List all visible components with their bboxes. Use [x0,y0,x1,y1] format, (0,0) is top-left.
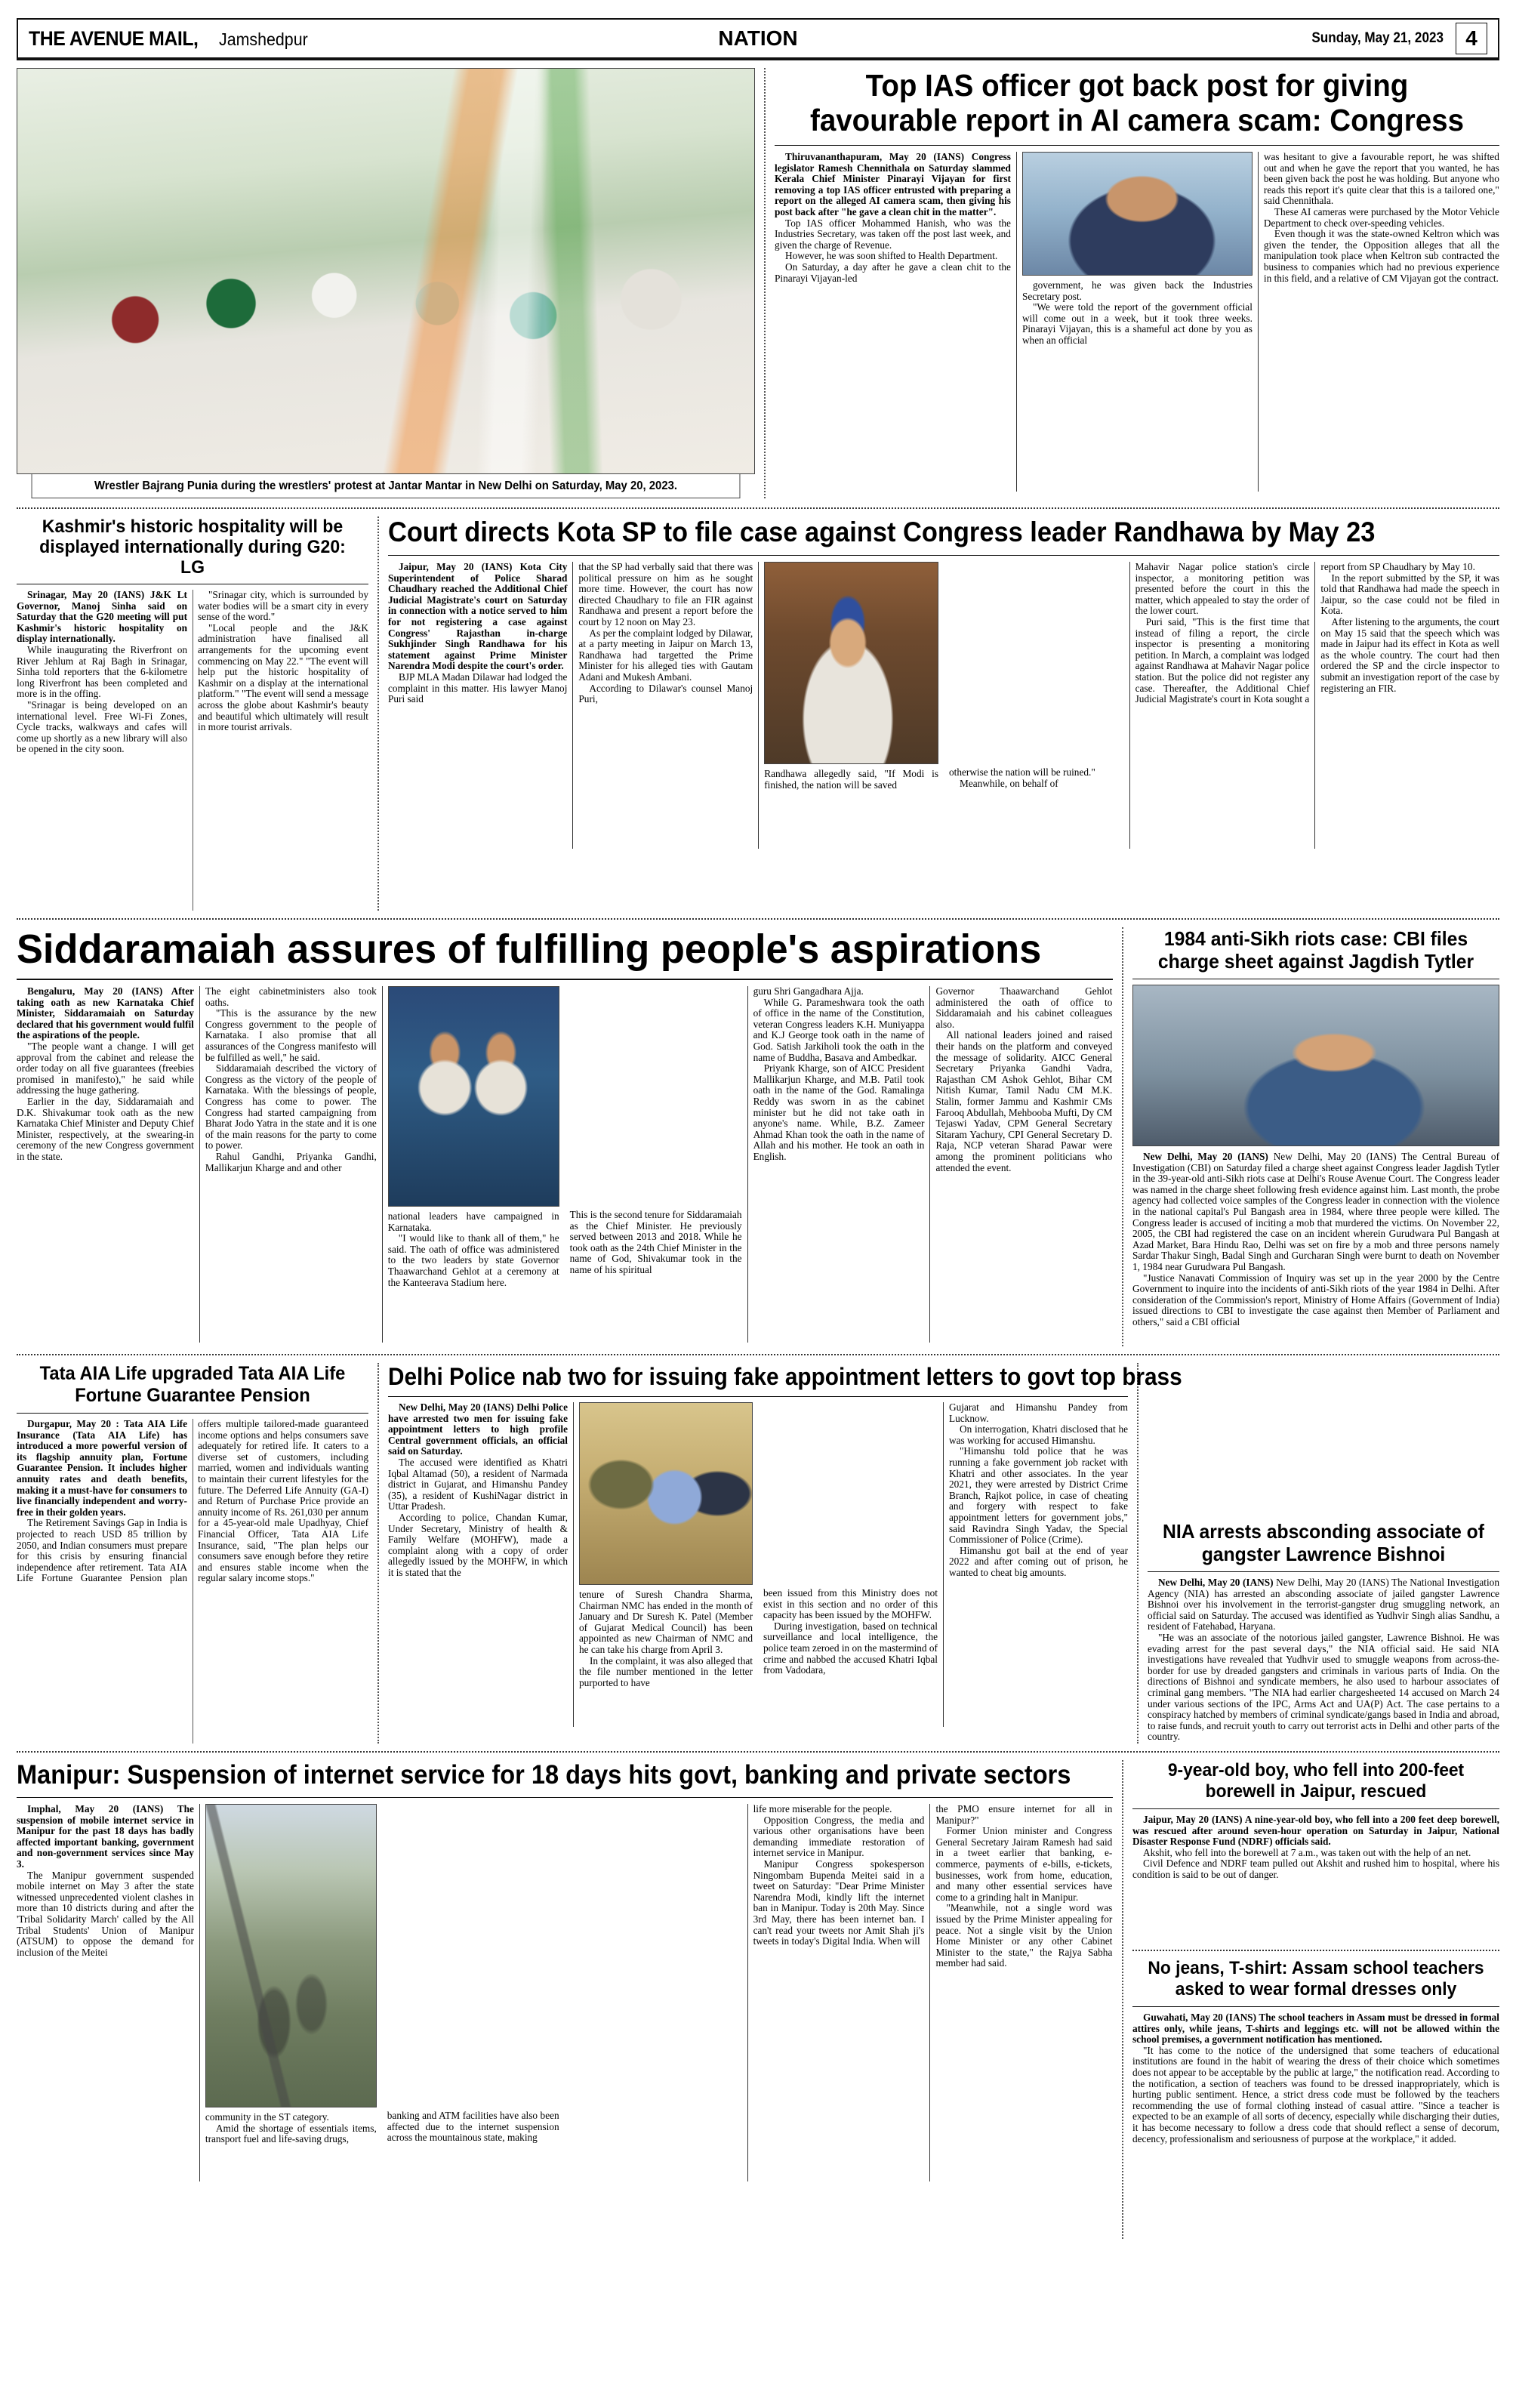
paragraph: During investigation, based on technical surveillance and local intelligence, the police team zeroed in on the mastermind of crime and nabbed the accused Khatri Iqbal from Vadodara, [763,1620,938,1676]
article-kashmir-body [17,590,368,911]
paragraph: Governor Thaawarchand Gehlot administered the oath of office to Siddaramaiah and his cabinet colleagues also. [935,985,1113,1030]
column-divider [1122,1760,1123,2239]
dateline: Imphal, May 20 (IANS) The suspension of mobile internet service in Manipur for the past 18 days has badly affected important banking, government and non-government services since May 3. [17,1803,194,1870]
paragraph: the PMO ensure internet for all in Manipur?" [935,1803,1113,1826]
paragraph: In the report submitted by the SP, it was told that Randhawa had made the speech in Jaipur, so the case could not be filed in Kota. [1320,572,1499,617]
fourth-block [17,1363,1499,1744]
article-manipur-col5 [935,1804,1112,1969]
paragraph: Gujarat and Himanshu Pandey from Lucknow. [949,1401,1128,1424]
newspaper-city: Jamshedpur [219,29,308,49]
paragraph: Former Union minister and Congress General Secretary Jairam Ramesh had said in a tweet earlier that banking, e-commerce, payments of e-bills, e-tickets, businesses, work from home, education, and many other essential services have come to a grinding halt in Manipur. [935,1825,1113,1903]
paragraph: banking and ATM facilities have also been affected due to the internet suspension across the mountainous state, making [387,2110,559,2144]
paragraph: "Meanwhile, not a single word was issued by the Prime Minister appealing for peace. Not a single visit by the Union Home Minister or any other Cabinet Minister to the state," the Rajya Sabha member had said. [935,1902,1113,1969]
paragraph: life more miserable for the people. [753,1803,892,1814]
paragraph: Civil Defence and NDRF team pulled out Akshit and rushed him to hospital, where his condition is said to be out of danger. [1132,1858,1499,1880]
article-tata [17,1363,368,1744]
article-ias-photo [1022,152,1253,276]
article-assam [1132,1958,1499,2239]
paragraph: report from SP Chaudhary by May 10. [1320,561,1475,572]
newspaper-title: THE AVENUE MAIL, [29,26,199,50]
article-kashmir-headline: Kashmir's historic hospitality will be displayed internationally during G20: LG [39,516,346,578]
paragraph: All national leaders joined and raised their hands on the platform and conveyed the message of solidarity. AICC General Secretary Priyanka Gandhi Vadra, Rajasthan CM Ashok Gehlot, Bihar CM Nitish Kumar, Tamil Nadu CM M.K. Stalin, former Jammu and Kashmir CMs Farooq Abdullah, Mehbooba Mufti, Dy CM Tejaswi Yadav, CPM General Secretary Sitaram Yachury, CPI General Secretary D. Raja, NCP veteran Sharad Pawar were among the prominent politicians who attended the event. [935,1029,1113,1173]
article-kota-headline: Court directs Kota SP to file case against Congress leader Randhawa by May 23 [388,516,1376,547]
paragraph: Amid the shortage of essentials items, transport fuel and life-saving drugs, [205,2122,377,2145]
paragraph: "The people want a change. I will get approval from the cabinet and release the order today on all five guarantees (freebies promised in manifesto)," he said while addressing the huge gathering. [17,1040,194,1096]
paragraph: According to police, Chandan Kumar, Under Secretary, Ministry of health & Family Welfare (MOHFW), made a complaint along with a copy of order allegedly issued by the MOHFW, in which it is stated that the [388,1511,568,1578]
paragraph: government, he was given back the Industries Secretary post. [1021,279,1253,302]
paragraph: As per the complaint lodged by Dilawar, at a party meeting in Jaipur on March 13, Randhawa had targetted the Prime Minister for his alleged ties with Gautam Adani and Mukesh Ambani. [578,627,753,683]
paragraph: tenure of Suresh Chandra Sharma, Chairman NMC has ended in the month of January and Dr Suresh K. Patel (Member of Gujarat Medical Council) has been appointed as new Chairman of NMC and he can take his charge from April 3. [579,1589,753,1655]
dateline: Srinagar, May 20 (IANS) J&K Lt Governor, Manoj Sinha said on Saturday that the G20 meeting will put Kashmir's historic hospitality on display internationally. [17,589,187,645]
article-nia-body: New Delhi, May 20 (IANS) New Delhi, May 20 (IANS) The National Investigation Agency (NIA) has arrested an absconding associate of jailed gangster Lawrence Bishnoi over his involvement in the terrorist-gangster drug smuggling network, an official said on Saturday. The accused was identified as Yudhvir Singh alias Sandhu, a resident of Fatehabad, Haryana. "He was an associate of the notorious jailed gangster, Lawrence Bishnoi. He was evading arrest for the past several days," the NIA official said. He said NIA investigations have revealed that Yudhvir used to smuggle weapons from across-the-border for use by dreaded gangsters and criminals in various parts of India. On the directions of Bishnoi and syndicate members, he also used to harbour associates of criminal gang members. "The NIA had earlier chargesheeted 14 accused on March 24 under various sections of the IPC, Arms Act and UA(P) Act. The case pertains to a conspiracy hatched by members of criminal syndicate/gangs based in India and abroad, to raise funds, and recruit youth to carry out terrorist acts in Delhi and other parts of the country. [1148,1577,1499,1743]
paragraph: "Himanshu told police that he was running a fake government job racket with Khatri and other associates. In the year 2021, they were arrested by District Crime Branch, Rajkot police, in case of cheating and forgery with respect to fake appointment letters for government jobs," said Ravindra Singh Yadav, the Special Commissioner of Police (Crime). [949,1445,1128,1546]
lead-photo [17,68,755,474]
article-kota-col3b [949,767,1124,789]
article-delhi-photo [579,1402,753,1585]
paragraph: "We were told the report of the government official will come out in a week, but it took three weeks. Pinarayi Vijayan, this is a shameful act done by you as when an official [1021,301,1253,346]
article-manipur-col1 [17,1804,194,1958]
article-borewell-body [1132,1814,1499,1943]
article-kashmir [17,516,368,911]
article-delhi-col3 [763,1588,938,1676]
paragraph: been issued from this Ministry does not exist in this section and no order of this capacity has been issued by the MOHFW. [763,1587,938,1621]
article-siddaramaiah-headline: Siddaramaiah assures of fulfilling people's aspirations [17,927,1042,972]
article-manipur [17,1760,1113,2239]
paragraph: "I would like to thank all of them," he said. The oath of office was administered to the two leaders by state Governor Thaawarchand Gehlot at a ceremony at the Kanteerava Stadium here. [387,1232,559,1288]
article-tata-body [17,1419,368,1744]
second-block [17,516,1499,911]
article-kota-photo [764,562,938,764]
paragraph: Mahavir Nagar police station's circle inspector, a monitoring petition was presented before the court in this the matter, which appealed to stay the order of the lower court. [1135,561,1310,617]
article-ias-col2 [1022,280,1253,347]
paragraph: Himanshu got bail at the end of year 2022 and after coming out of prison, he wanted to cheat big amounts. [949,1544,1128,1578]
paragraph: "Local people and the J&K administration have finalised all arrangements for the upcoming event commencing on May 22." "The event will help put the historic hospitality of Kashmir on a display at the international platform." "The event will send a message across the globe about Kashmir's beauty and beautiful which ultimately will result in more tourist arrivals. [198,621,368,733]
dateline: Guwahati, May 20 (IANS) The school teachers in Assam must be dressed in formal attires only, while jeans, T-shirts and leggings etc. will not be allowed within the school premises, a government notification has mentioned. [1132,2012,1499,2046]
paragraph: Akshit, who fell into the borewell at 7 a.m., was taken out with the help of an net. [1143,1846,1471,1858]
article-siddaramaiah-columns [17,986,1113,1343]
paragraph: Puri said, "This is the first time that instead of filing a report, the circle inspector is presenting a monitoring petition. In March, a complaint was lodged against Randhawa at Mahavir Nagar police station. But the police did not register any case. Thereafter, the Additional Chief Judicial Magistrate's court in Kota sought a [1135,615,1310,705]
paragraph: New Delhi, May 20 (IANS) The National Investigation Agency (NIA) has arrested an absconding associate of jailed gangster Lawrence Bishnoi over his involvement in the terrorist-gangster drug smuggling network, an official said on Saturday. The accused was identified as Yudhvir Singh alias Sandhu, a resident of Fatehabad, Haryana. [1148,1577,1499,1633]
article-tytler-body: New Delhi, May 20 (IANS) New Delhi, May 20 (IANS) The Central Bureau of Investigation (CBI) on Saturday filed a charge sheet against Congress leader Jagdish Tytler in the 39-year-old anti-Sikh riots case at Delhi's Rouse Avenue Court. The Congress leader was named in the charge sheet following fresh evidence against him. Last month, the probe agency had collected voice samples of the Congress leader in connection with the violence in the national capital's Pul Bangash area in 1984, where three people were killed. The Congress leader is accused of inciting a mob that murdered the victims. On November 22, 2005, the CBI had registered the case on an incident wherein Gurudwara Pul Bangash at Azad Market, Bara Hindu Rao, Delhi was set on fire by a mob and three persons namely Sardar Thakur Singh, Badal Singh and Gurcharan Singh were burnt to death on November 1, 1984 near Gurudwara Pul Bangash. "Justice Nanavati Commission of Inquiry was set up in the year 2000 by the Centre Government to inquire into the incidents of anti-Sikh riots of the year 1984 in Delhi. After consideration of the Commission's report, Ministry of Home Affairs (Government of India) issued directions to CBI to investigate the case against then Member of Parliament and others," said a CBI official [1132,1151,1499,1327]
paragraph: "It has come to the notice of the undersigned that some teachers of educational institutions are found in the habit of wearing the dress of their choice which sometimes does not appear to be acceptable by the public at large," the notification read. According to the notification, a section of teachers was found to be dressed inappropriately, which is hurting public sentiment. Hence, a strict dress code must be followed by the teachers recommending the use of formal clothing instead of casual attire. "Since a teacher is expected to be an example of all sorts of decency, especially while discharging their duties, it has become necessary to follow a dress code that should reflect a sense of decorum, decency, professionalism and seriousness of purpose at the workplace," it added. [1132,2044,1499,2144]
paragraph: The eight cabinetministers also took oaths. [205,985,377,1008]
article-kota [388,516,1499,911]
article-manipur-headline: Manipur: Suspension of internet service for 18 days hits govt, banking and private sectors [17,1760,1071,1790]
article-manipur-col3 [387,2110,559,2144]
article-manipur-col2 [205,2112,377,2145]
paragraph: The accused were identified as Khatri Iqbal Altamad (50), a resident of Narmada district in Gujarat, and Himanshu Pandey (35), a resident of KushiNagar district in Uttar Pradesh. [388,1456,568,1512]
article-nia-headline: NIA arrests absconding associate of gangster Lawrence Bishnoi [1163,1520,1484,1565]
paragraph: guru Shri Gangadhara Ajja. [753,985,864,997]
article-assam-body [1132,2012,1499,2239]
paragraph: Rahul Gandhi, Priyanka Gandhi, Mallikarjun Kharge and and other [205,1150,377,1173]
paragraph: BJP MLA Madan Dilawar had lodged the complaint in this matter. His lawyer Manoj Puri said [388,671,568,705]
paragraph: "Srinagar is being developed on an international level. Free Wi-Fi Zones, Cycle tracks, walkways and cafes will come up shortly as a new library will also be opened in the city soon. [17,698,187,755]
paragraph: According to Dilawar's counsel Manoj Puri, [578,682,753,705]
article-delhi-col4 [949,1402,1128,1579]
paragraph: was hesitant to give a favourable report, he was shifted out and when he gave the report that you wanted, he has been given back the post he was holding. But anyone who reads this report it's quite clear that this is a tailored one," said Chennithala. [1263,151,1499,207]
paragraph: The Manipur government suspended mobile internet on May 3 after the state witnessed unprecedented violent clashes in more than 10 districts during and after the 'Tribal Solidarity March' called by the All Tribal Students' Union of Manipur (ATSUM) to oppose the demand for inclusion of the Meitei [17,1869,194,1958]
dateline: Thiruvananthapuram, May 20 (IANS) Congress legislator Ramesh Chennithala on Saturday slammed Kerala Chief Minister Pinarayi Vijayan for first removing a top IAS officer entrusted with preparing a report on the alleged AI camera scam, then giving his post back after "he gave a clean chit in the matter". [775,151,1011,217]
publication-date: Sunday, May 21, 2023 [1311,30,1444,46]
paragraph: "This is the assurance by the new Congress government to the people of Karnataka. I also promise that all assurances of the Congress manifesto will be fulfilled as well," he said. [205,1007,377,1063]
paragraph: Randhawa allegedly said, "If Modi is finished, the nation will be saved [764,768,938,791]
paragraph: However, he was soon shifted to Health Department. [785,250,998,262]
paragraph: "He was an associate of the notorious jailed gangster, Lawrence Bishnoi. He was evading arrest for the past several days," the NIA official said. He said NIA investigations have revealed that Yudhvir used to smuggle weapons from across-the-border for use by dreaded gangsters and criminals in various parts of India. On the directions of Bishnoi and syndicate members, he also used to harbour associates of criminal gang members. "The NIA had earlier chargesheeted 14 accused on March 24 under various sections of the IPC, Arms Act and UA(P) Act. The case pertains to a conspiracy hatched by members of criminal syndicate/gangs based in India and abroad, to raise funds, and recruit youth to carry out terrorist acts in Delhi and other parts of the country. [1148,1631,1499,1743]
page-number: 4 [1456,23,1487,54]
article-kota-columns [388,562,1499,849]
article-tytler [1132,927,1499,1346]
article-manipur-col4 [753,1804,925,1947]
paragraph: On interrogation, Khatri disclosed that he was working for accused Himanshu. [949,1423,1128,1446]
paragraph: "Srinagar city, which is surrounded by water bodies will be a smart city in every sense of the word." [198,589,368,623]
paragraph: While G. Parameshwara took the oath of office in the name of the Constitution, veteran Congress leaders K.H. Muniyappa and K.J George took oath in the name of God. Satish Jarkiholi took the oath in the name of Buddha, Basava and Ambedkar. [753,996,925,1063]
article-sid-col4 [570,1210,742,1276]
article-delhi-col1 [388,1402,568,1579]
article-kota-col5 [1320,562,1499,694]
paragraph: national leaders have campaigned in Karnataka. [387,1210,559,1233]
article-tytler-photo [1132,985,1499,1146]
paragraph: These AI cameras were purchased by the Motor Vehicle Department to check over-speeding vehicles. [1263,205,1499,229]
article-delhi-col2 [579,1589,753,1688]
column-divider [764,68,766,498]
article-sid-col3 [388,1211,559,1288]
third-block [17,927,1499,1346]
article-delhi-columns [388,1402,1128,1727]
article-sid-col1 [17,986,194,1163]
paragraph: that the SP had verbally said that there was political pressure on him as he sought more time. However, the court has now directed Chaudhary to file an FIR against Randhawa and present a report before the court by 12 noon on May 23. [578,561,753,627]
column-divider [1122,927,1123,1346]
article-manipur-columns [17,1804,1113,2181]
dateline: Durgapur, May 20 : Tata AIA Life Insurance (Tata AIA Life) has introduced a more powerful version of its flagship annuity plan, Fortune Guarantee Pension. It includes higher annuity rates and death benefits, making it a must-have for consumers to live financially independent and worry-free in their golden years. [17,1418,187,1518]
article-kota-col4 [1135,562,1310,705]
section-title: NATION [718,26,798,50]
dateline: Bengaluru, May 20 (IANS) After taking oath as new Karnataka Chief Minister, Siddaramaiah on Saturday declared that his government would fulfil the aspirations of the people. [17,985,194,1041]
masthead-right [1297,23,1487,54]
article-assam-headline: No jeans, T-shirt: Assam school teachers asked to wear formal dresses only [1148,1958,1484,1999]
article-sid-col5 [753,986,925,1163]
column-divider [1137,1363,1139,1744]
paragraph: community in the ST category. [205,2111,329,2123]
paragraph: Even though it was the state-owned Keltron which was given the tender, the Opposition alleges that all the manipulation took place when Keltron sub contracted the business to companies which had no previous experience in this field, and a relative of CM Vijayan got the contract. [1263,228,1499,284]
paragraph: This is the second tenure for Siddaramaiah as the Chief Minister. He previously served between 2013 and 2018. While he took oath as the 24th Chief Minister in the name of God, Shivakumar took in the name of his spiritual [569,1209,742,1275]
article-ias-columns [775,152,1499,492]
article-nia [1148,1363,1499,1744]
article-sid-col6 [935,986,1112,1173]
paragraph: In the complaint, it was also alleged that the file number mentioned in the letter purported to have [579,1654,753,1688]
column-divider [377,1363,379,1744]
paragraph: Siddaramaiah described the victory of Congress as the victory of the people of Karnataka. With the blessings of people, Congress has come to power. The Congress had started campaigning from Bharat Jodo Yatra in the state and it is one of the main reasons for the party to come to power. [205,1062,377,1152]
right-rail [1132,1760,1499,2239]
paragraph: The Retirement Savings Gap in India is projected to reach USD 85 trillion by 2050, and Indian consumers must prepare for this crisis by ensuring financial independence after retirement. Tata AIA Life Fortune Guarantee Pension plan offers multiple tailored-made guaranteed income options and helps consumers save adequately for retired life. It caters to a diverse set of customers, including married, women and individuals wanting to maintain their current lifestyles for the future. The Deferred Life Annuity (GA-I) and Return of Purchase Price provide an annuity income of Rs. 261,030 per annum for a 45-year-old male Upadhyay, Chief Financial Officer, Tata AIA Life Insurance, said, "The plan helps our consumers save enough before they retire and ensures stable income when the regular salary income stops." [17,1418,368,1584]
dateline: New Delhi, May 20 (IANS) Delhi Police have arrested two men for issuing fake appointment letters to high profile Central government officials, an official said on Saturday. [388,1401,568,1457]
paragraph: Top IAS officer Mohammed Hanish, who was the Industries Secretary, was taken off the post last week, and given the charge of Revenue. [775,217,1011,251]
article-borewell [1132,1760,1499,1943]
dateline: Jaipur, May 20 (IANS) A nine-year-old boy, who fell into a 200 feet deep borewell, was rescued after around seven-hour operation on Saturday in Jaipur, National Disaster Response Fund (NDRF) officials said. [1132,1814,1499,1848]
masthead-left [29,27,315,51]
paragraph: Priyank Kharge, son of AICC President Mallikarjun Kharge, and M.B. Patil took oath in the name of the God. Ramalinga Reddy was sworn in as the cabinet minister but he did not take oath in anyone's name. While, B.Z. Zameer Ahmad Khan took the oath in the name of Allah and his mother. He took an oath in English. [753,1062,925,1162]
fifth-block [17,1760,1499,2239]
paragraph: Manipur Congress spokesperson Ningombam Bupenda Meitei said in a tweet on Saturday: "Dear Prime Minister Narendra Modi, kindly lift the internet ban in Manipur. Today is 20th May. Since 3rd May, there has been internet ban. I can't read your tweets nor Amit Shah ji's tweets in today's Digital India. When will [753,1858,925,1947]
article-kota-col2 [578,562,753,705]
paragraph: While inaugurating the Riverfront on River Jehlum at Raj Bagh in Srinagar, Sinha told reporters that the 6-kilometre long Riverfront has been completed and more is in the offing. [17,643,187,700]
paragraph: Opposition Congress, the media and various other organisations have been demanding immediate restoration of internet service in Manipur. [753,1814,925,1859]
article-sid-photo [388,986,559,1207]
column-divider [377,516,379,911]
article-ias-col3 [1264,152,1499,284]
paragraph: After listening to the arguments, the court on May 15 said that the speech which was made in Jaipur had its effect in Kota as well as the whole country. The court had then ordered the SP and the circle inspector to submit an investigation report of the case by registering an FIR. [1320,615,1499,694]
article-manipur-photo [205,1804,377,2107]
paragraph: otherwise the nation will be ruined." [949,766,1095,778]
article-borewell-headline: 9-year-old boy, who fell into 200-feet borewell in Jaipur, rescued [1167,1760,1465,1802]
article-tata-headline: Tata AIA Life upgraded Tata AIA Life Fortune Guarantee Pension [39,1363,346,1406]
lead-photo-block [17,68,755,498]
article-ias-col1 [775,152,1011,284]
masthead [17,18,1499,60]
article-tytler-headline: 1984 anti-Sikh riots case: CBI files charge sheet against Jagdish Tytler [1157,927,1474,973]
article-ias-headline: Top IAS officer got back post for giving favourable report in AI camera scam: Congress [809,68,1465,137]
lead-photo-caption: Wrestler Bajrang Punia during the wrestlers' protest at Jantar Mantar in New Delhi on Saturday, May 20, 2023. [32,474,741,498]
article-kota-col3 [764,769,938,791]
dateline: Jaipur, May 20 (IANS) Kota City Superintendent of Police Sharad Chaudhary reached the Additional Chief Judicial Magistrate's court on Saturday in connection with a notice served to him for not registering a case against Congress' Rajasthan in-charge Sukhjinder Singh Randhawa for his statement against Prime Minister Narendra Modi despite the court's order. [388,561,568,672]
paragraph: New Delhi, May 20 (IANS) The Central Bureau of Investigation (CBI) on Saturday filed a charge sheet against Congress leader Jagdish Tytler in the 39-year-old anti-Sikh riots case at Delhi's Rouse Avenue Court. The Congress leader was named in the charge sheet following fresh evidence against him. Last month, the probe agency had collected voice samples of the Congress leader in connection with the violence in the national capital's Pul Bangash area in 1984, where three people were killed. The Congress leader is accused of inciting a mob that murdered the victims. On November 22, 2005, the CBI had registered the case on an incident wherein Gurudwara Pul Bangash at Azad Market, Bara Hindu Rao, Delhi was set on fire by a mob and three persons namely Sardar Thakur Singh, Badal Singh and Gurcharan Singh were burnt to death on November 1, 1984 near Gurudwara Pul Bangash. [1132,1151,1499,1272]
top-block [17,68,1499,498]
paragraph: On Saturday, a day after he gave a clean chit to the Pinarayi Vijayan-led [775,261,1011,284]
article-siddaramaiah [17,927,1113,1346]
paragraph: Meanwhile, on behalf of [960,777,1058,789]
article-ias [775,68,1499,498]
paragraph: Earlier in the day, Siddaramaiah and D.K. Shivakumar took oath as the new Karnataka Chief Minister and Deputy Chief Minister, respectively, at the swearing-in ceremony of the new Congress government in the state. [17,1095,194,1162]
paragraph: "Justice Nanavati Commission of Inquiry was set up in the year 2000 by the Centre Government to inquire into the incidents of anti-Sikh riots of the year 1984 in Delhi. After consideration of the Commission's report, Ministry of Home Affairs (Government of India) issued directions to CBI to investigate the case against then Member of Parliament and others," said a CBI official [1132,1272,1499,1327]
article-sid-col2 [205,986,377,1173]
article-delhi-headline: Delhi Police nab two for issuing fake appointment letters to govt top brass [388,1363,1182,1390]
article-kota-col1 [388,562,567,705]
article-delhi-police [388,1363,1182,1744]
